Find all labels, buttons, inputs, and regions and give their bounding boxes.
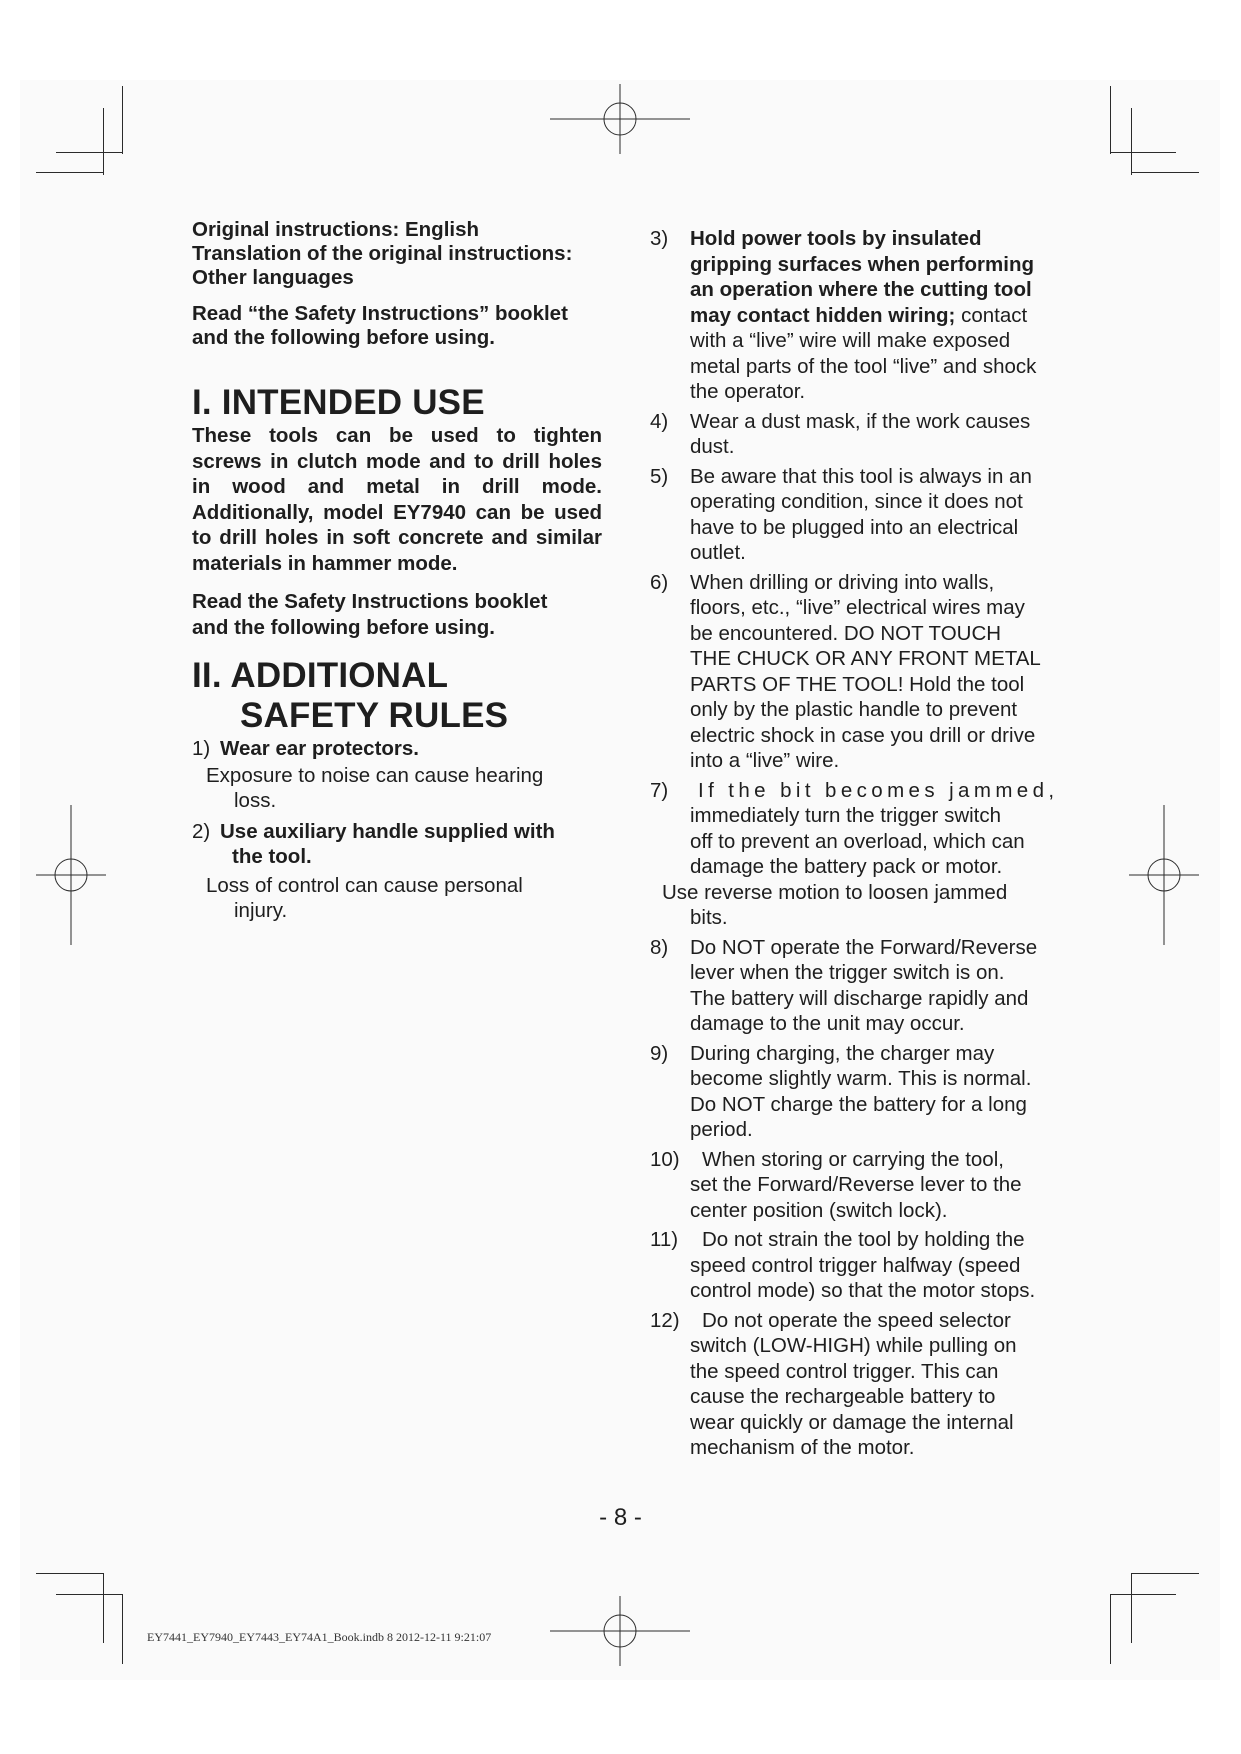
rule-line: contact	[955, 303, 1028, 327]
rule-line: the operator.	[690, 380, 806, 403]
rule-number: 10)	[650, 1147, 680, 1171]
safety-rule	[650, 935, 1070, 1037]
rule-line: mechanism of the motor.	[690, 1436, 915, 1459]
rule-body-line: injury.	[234, 899, 288, 922]
rule-line: outlet.	[690, 541, 746, 564]
safety-rule	[192, 819, 602, 923]
section-title-additional-safety	[192, 656, 602, 736]
rule-line: period.	[690, 1118, 753, 1141]
crop-mark	[1110, 1594, 1176, 1595]
crop-mark	[103, 108, 104, 175]
rule-line: THE CHUCK OR ANY FRONT METAL	[690, 647, 1041, 670]
read-note-line: Read the Safety Instructions booklet	[192, 590, 548, 613]
rule-line: lever when the trigger switch is on.	[690, 961, 1005, 984]
crop-mark	[122, 1594, 123, 1664]
rule-line: control mode) so that the motor stops.	[690, 1279, 1036, 1302]
rule-number: 12)	[650, 1308, 680, 1332]
rule-line: damage to the unit may occur.	[690, 1012, 965, 1035]
intro-line: Original instructions: English	[192, 218, 480, 241]
rule-number: 6)	[650, 570, 669, 594]
registration-mark-icon	[550, 1596, 690, 1666]
section-title-intended-use: I. INTENDED USE	[192, 383, 485, 422]
left-column	[192, 218, 602, 923]
safety-rule	[650, 1147, 1070, 1224]
crop-mark	[36, 1573, 104, 1574]
rule-line: only by the plastic handle to prevent	[690, 698, 1018, 721]
rule-number: 11)	[650, 1228, 679, 1251]
rule-line: During charging, the charger may	[690, 1041, 995, 1065]
rule-line: If the bit becomes jammed,	[698, 778, 1059, 802]
rule-line: metal parts of the tool “live” and shock	[690, 354, 1037, 378]
rule-line: be encountered. DO NOT TOUCH	[690, 621, 1002, 645]
crop-mark	[1131, 1573, 1132, 1643]
rule-line: center position (switch lock).	[690, 1198, 948, 1222]
rule-note	[650, 880, 1070, 931]
registration-mark-icon	[550, 84, 690, 154]
crop-mark	[1131, 1573, 1199, 1574]
rule-line: Do NOT charge the battery for a long	[690, 1092, 1027, 1116]
crop-mark	[36, 172, 104, 173]
rule-line: PARTS OF THE TOOL! Hold the tool	[690, 672, 1025, 696]
rule-number: 1)	[192, 737, 211, 760]
crop-mark	[103, 1573, 104, 1643]
rule-line: become slightly warm. This is normal.	[690, 1067, 1032, 1090]
rule-title: Use auxiliary handle supplied with	[220, 820, 555, 843]
rule-number: 7)	[650, 778, 669, 802]
rule-line: When drilling or driving into walls,	[690, 570, 995, 594]
rule-line: dust.	[690, 435, 735, 458]
crop-mark	[1110, 152, 1176, 153]
intended-use-text: These tools can be used to tighten screws in clutch mode and to drill holes in wood and metal in drill mode. Additionally, model EY7940 can be used to drill holes in soft concrete and similar materials in hammer mode.	[192, 424, 602, 575]
section-title-line: II. ADDITIONAL	[192, 656, 449, 695]
rule-line: gripping surfaces when performing	[690, 252, 1034, 276]
safety-rule	[650, 1227, 1070, 1304]
rule-line: into a “live” wire.	[690, 749, 840, 772]
rule-body-line: Loss of control can cause personal	[206, 874, 523, 897]
safety-rule	[650, 464, 1070, 566]
page-number: - 8 -	[599, 1504, 642, 1531]
rule-body	[192, 873, 602, 923]
intro-line: Other languages	[192, 266, 354, 289]
safety-rule	[650, 226, 1070, 405]
rule-line: cause the rechargeable battery to	[690, 1385, 996, 1408]
rule-line: have to be plugged into an electrical	[690, 515, 1019, 539]
rule-line: may contact hidden wiring;	[690, 303, 956, 327]
safety-rules-list	[650, 935, 1070, 1461]
rule-line: switch (LOW-HIGH) while pulling on	[690, 1334, 1017, 1357]
safety-rule	[192, 736, 602, 813]
rule-title-cont: the tool.	[232, 845, 312, 868]
rule-body	[192, 763, 602, 813]
rule-line: Use reverse motion to loosen jammed	[662, 880, 1008, 904]
rule-line: wear quickly or damage the internal	[690, 1410, 1014, 1434]
rule-line: Be aware that this tool is always in an	[690, 464, 1032, 488]
rule-line: speed control trigger halfway (speed	[690, 1253, 1021, 1277]
safety-rule	[650, 570, 1070, 774]
rule-line: Do NOT operate the Forward/Reverse	[690, 935, 1038, 959]
safety-rules-list	[650, 409, 1070, 774]
crop-mark	[56, 152, 122, 153]
read-note-line: and the following before using.	[192, 326, 495, 349]
intro-line: Translation of the original instructions:	[192, 242, 573, 265]
print-slug: EY7441_EY7940_EY7443_EY74A1_Book.indb 8 2012-12-11 9:21:07	[147, 1630, 492, 1644]
language-note	[192, 218, 602, 290]
rule-number: 5)	[650, 464, 669, 488]
read-note-line: and the following before using.	[192, 615, 495, 639]
rule-number: 8)	[650, 935, 669, 959]
crop-mark	[1131, 172, 1199, 173]
rule-line: off to prevent an overload, which can	[690, 829, 1025, 853]
rule-number: 2)	[192, 820, 211, 843]
rule-line: bits.	[690, 906, 728, 929]
safety-rule	[650, 1041, 1070, 1143]
rule-line: Wear a dust mask, if the work causes	[690, 409, 1031, 433]
rule-body-line: Exposure to noise can cause hearing	[206, 764, 544, 787]
read-booklet-note	[192, 302, 602, 350]
registration-mark-icon	[36, 805, 106, 945]
rule-number: 3)	[650, 227, 669, 250]
rule-line: the speed control trigger. This can	[690, 1359, 999, 1383]
rule-line: floors, etc., “live” electrical wires may	[690, 596, 1025, 619]
rule-line: electric shock in case you drill or drive	[690, 723, 1036, 747]
read-booklet-note-2	[192, 589, 602, 640]
rule-line: damage the battery pack or motor.	[690, 855, 1003, 878]
rule-line: Do not operate the speed selector	[702, 1308, 1011, 1332]
safety-rule	[650, 778, 1070, 880]
right-column	[650, 226, 1070, 1465]
crop-mark	[122, 86, 123, 154]
rule-line: set the Forward/Reverse lever to the	[690, 1173, 1022, 1196]
rule-line: with a “live” wire will make exposed	[690, 329, 1011, 352]
registration-mark-icon	[1129, 805, 1199, 945]
safety-rule	[650, 1308, 1070, 1461]
safety-rule	[650, 409, 1070, 460]
rule-title: Wear ear protectors.	[220, 737, 420, 760]
crop-mark	[56, 1594, 122, 1595]
read-note-line: Read “the Safety Instructions” booklet	[192, 302, 568, 325]
rule-line: operating condition, since it does not	[690, 490, 1023, 513]
rule-line: an operation where the cutting tool	[690, 278, 1032, 301]
section-title-line: SAFETY RULES	[240, 696, 509, 735]
crop-mark	[1110, 1594, 1111, 1664]
rule-line: immediately turn the trigger switch	[690, 804, 1002, 827]
rule-line: Hold power tools by insulated	[690, 227, 982, 250]
rule-body-line: loss.	[234, 789, 277, 812]
crop-mark	[1110, 86, 1111, 154]
rule-line: When storing or carrying the tool,	[702, 1147, 1004, 1171]
rule-number: 4)	[650, 409, 669, 433]
rule-line: Do not strain the tool by holding the	[702, 1228, 1025, 1251]
rule-number: 9)	[650, 1041, 669, 1065]
crop-mark	[1131, 108, 1132, 175]
rule-line: The battery will discharge rapidly and	[690, 986, 1029, 1010]
